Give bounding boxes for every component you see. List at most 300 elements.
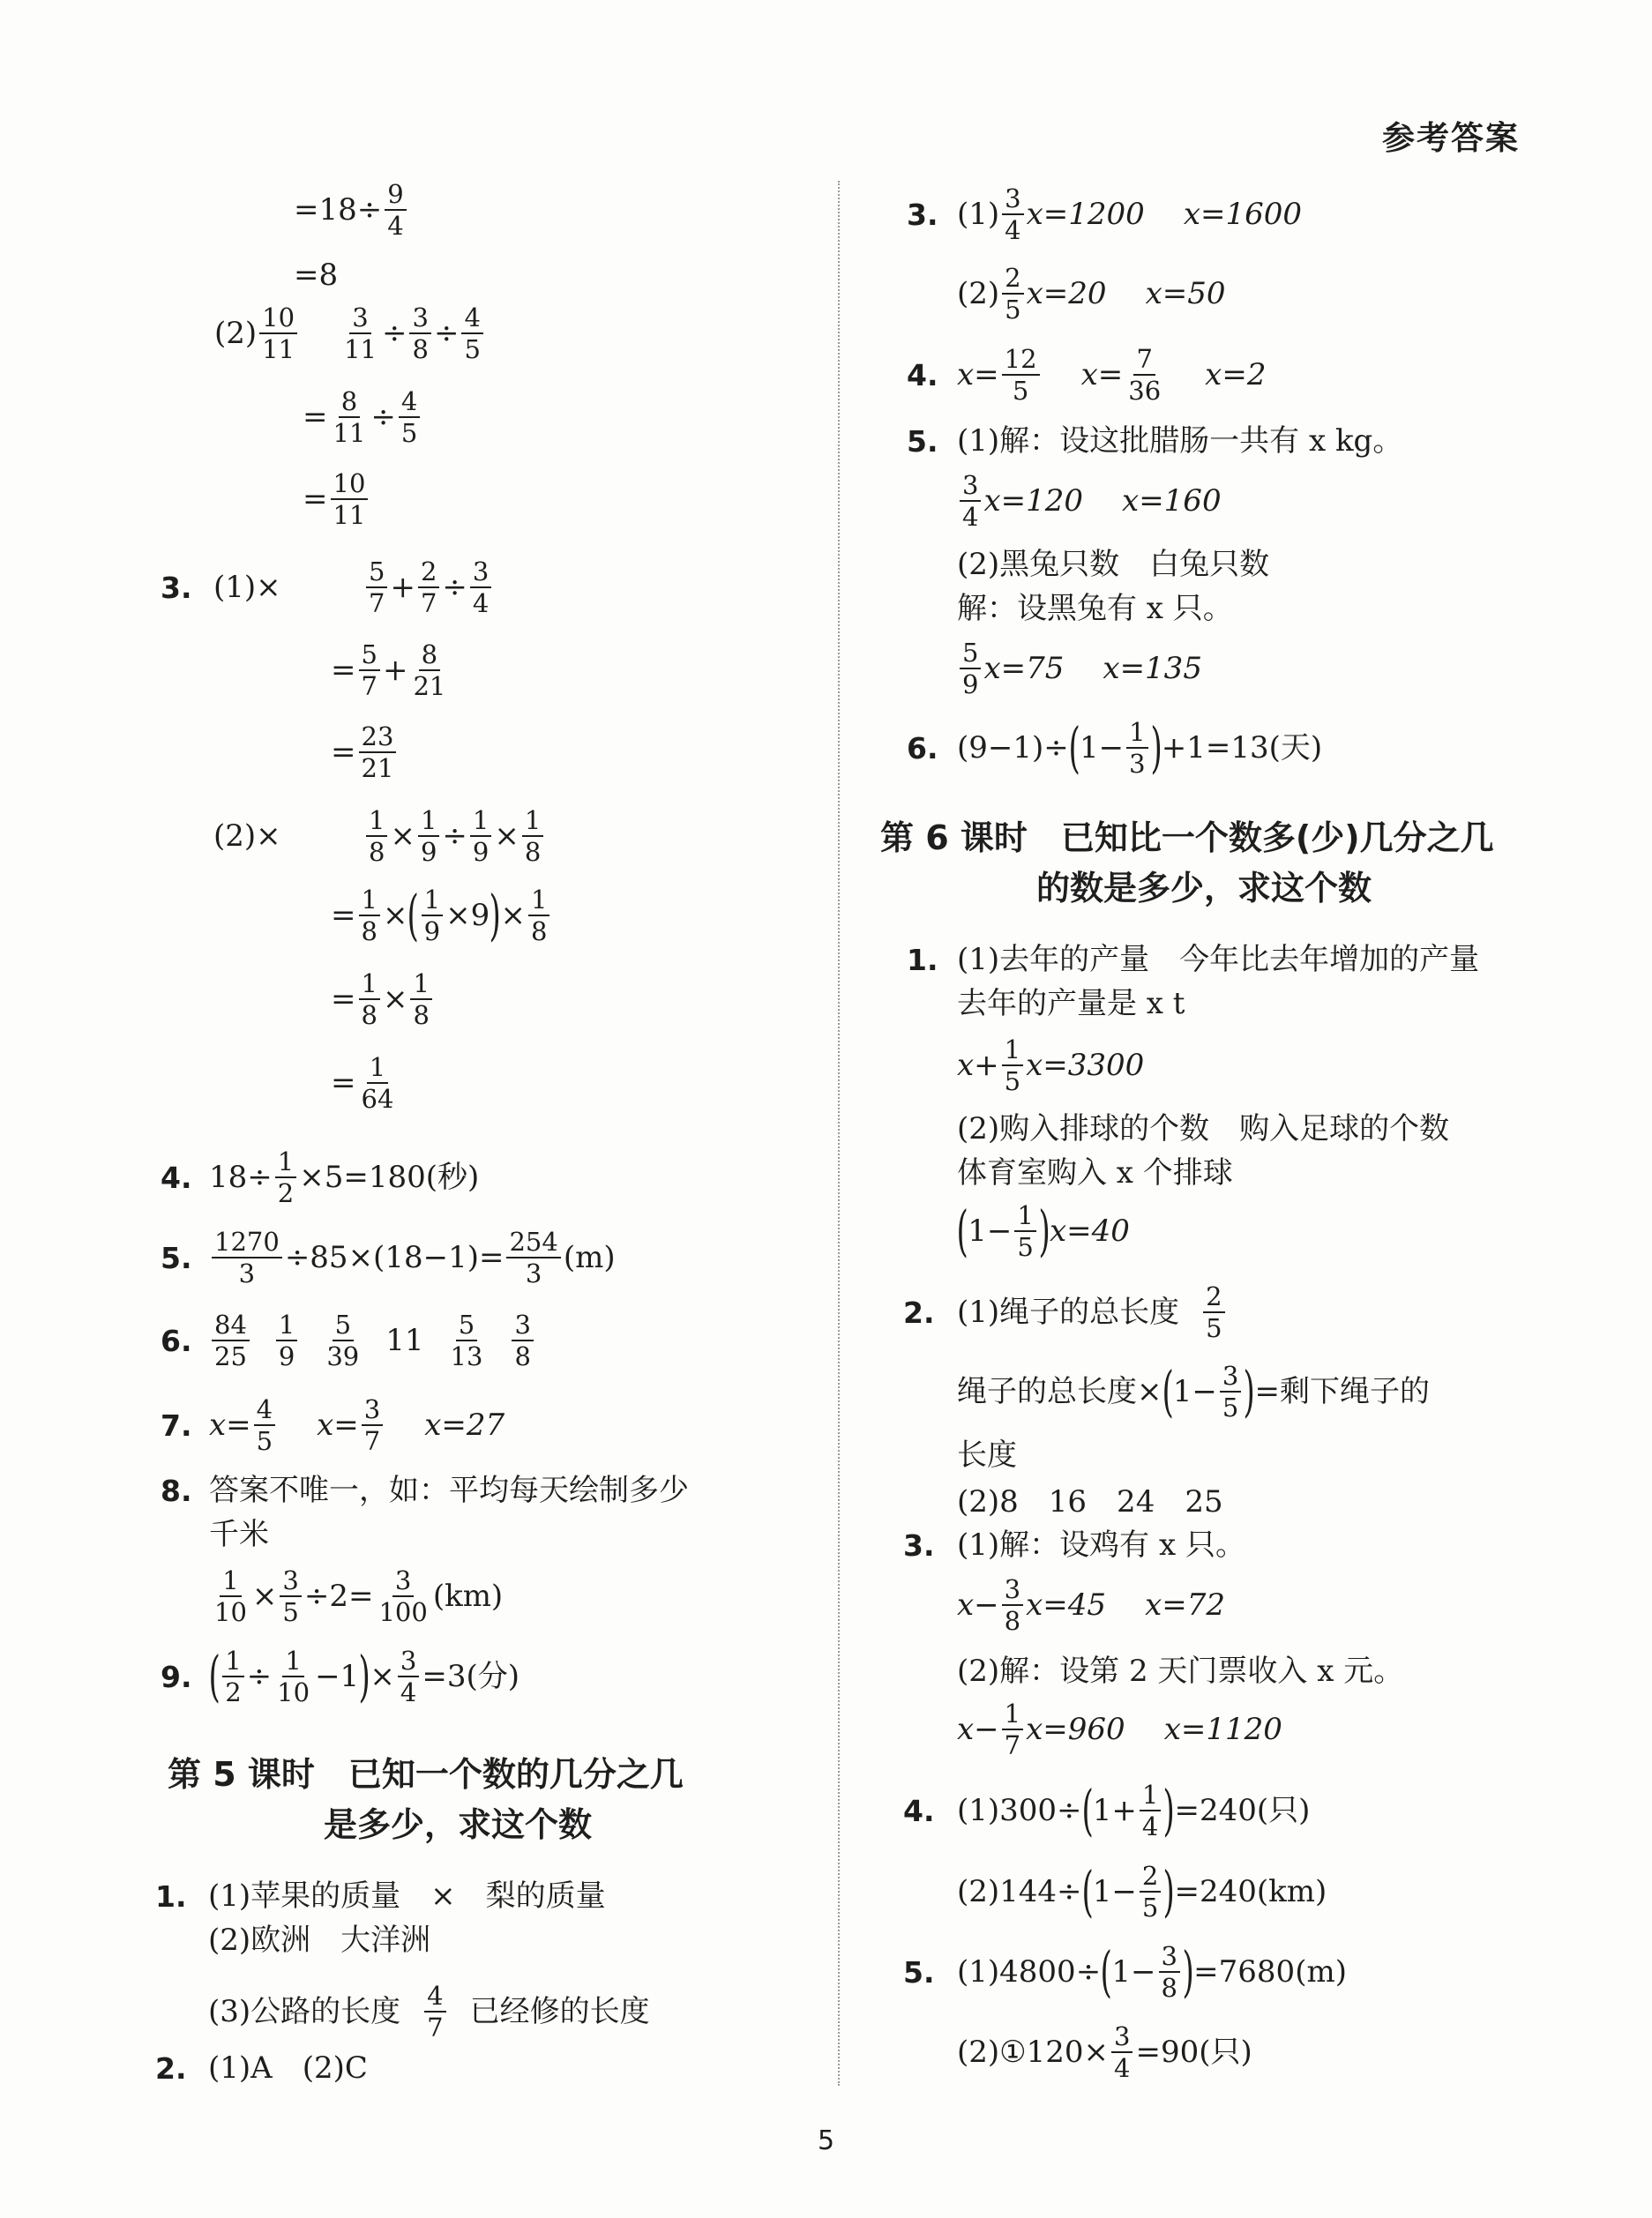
denominator: 5: [256, 1426, 273, 1457]
math-text: x=: [317, 1408, 359, 1444]
numerator: 3: [1159, 1943, 1180, 1973]
math-text: ×: [382, 898, 408, 934]
numerator: 1: [1140, 1781, 1161, 1811]
denominator: 3: [238, 1258, 256, 1289]
question-number: 7.: [161, 1408, 192, 1443]
fraction: [398, 1647, 419, 1706]
fraction: [341, 304, 379, 363]
denominator: 7: [363, 1426, 381, 1457]
math-text: =8: [294, 258, 339, 293]
denominator: 36: [1128, 376, 1162, 407]
math-text: =7680(m): [1193, 1954, 1347, 1990]
math-text: (2)购入排球的个数 购入足球的个数: [957, 1111, 1450, 1146]
math-text: =90(只): [1135, 2035, 1252, 2071]
numerator: 3: [1111, 2023, 1132, 2053]
denominator: 9: [278, 1341, 295, 1372]
numerator: 1: [422, 886, 443, 916]
math-text: (3)公路的长度: [208, 1994, 401, 2030]
denominator: 64: [361, 1084, 394, 1115]
line: [957, 1576, 1225, 1635]
fraction: [254, 1396, 275, 1455]
math-text: (1)去年的产量 今年比去年增加的产量: [957, 942, 1480, 977]
denominator: 11: [344, 334, 377, 365]
denominator: 5: [464, 334, 481, 365]
math-text: (1)A (2)C: [208, 2050, 368, 2086]
fraction: [448, 1311, 486, 1370]
math-text: ×5=180(秒): [299, 1160, 480, 1196]
math-text: 已经修的长度: [469, 1994, 650, 2030]
math-text: (1)苹果的质量 × 梨的质量: [208, 1878, 606, 1914]
numerator: 1: [1002, 1036, 1023, 1066]
numerator: 1: [220, 1567, 241, 1597]
math-text: =: [303, 482, 328, 518]
math-text: ÷: [246, 1659, 273, 1695]
line: [957, 547, 1269, 583]
denominator: 4: [962, 502, 979, 533]
line: [209, 1567, 503, 1626]
math-text: (2)144÷: [957, 1874, 1082, 1910]
numerator: 3: [470, 558, 491, 588]
math-text: x=160: [1122, 483, 1222, 519]
line: [957, 591, 1233, 627]
math-text: ×: [500, 898, 526, 934]
denominator: 9: [472, 837, 490, 868]
math-text: x=1600: [1183, 197, 1303, 233]
denominator: 8: [530, 916, 548, 947]
line: [957, 986, 1185, 1022]
fraction: [1220, 1363, 1241, 1422]
fraction: [506, 1228, 560, 1288]
fraction: [522, 807, 543, 866]
fraction: [418, 558, 439, 617]
numerator: 1: [1002, 1700, 1023, 1730]
math-text: x+: [957, 1048, 999, 1084]
fraction: [359, 723, 397, 782]
fraction: [331, 388, 369, 447]
section-title-lesson-5: 第 5 课时 已知一个数的几分之几: [168, 1755, 684, 1794]
parenthesis: ): [1162, 1778, 1176, 1843]
denominator: 3: [1129, 749, 1146, 780]
lesson6-question-4: [903, 1778, 1311, 1843]
column-divider: [838, 181, 840, 2086]
numerator: 12: [1002, 346, 1040, 376]
fraction: [1159, 1943, 1180, 2002]
math-text: +: [382, 653, 408, 689]
math-text: x=: [209, 1408, 251, 1444]
parenthesis: ): [1038, 1199, 1050, 1264]
math-text: (1): [957, 197, 1000, 233]
lesson6-question-1: [907, 942, 1479, 978]
denominator: 11: [333, 500, 366, 531]
fraction: [960, 472, 981, 531]
math-text: =: [303, 400, 328, 436]
parenthesis: (: [407, 883, 420, 948]
numerator: 3: [349, 304, 370, 334]
numerator: 1: [1126, 719, 1147, 749]
question-number: 3.: [907, 197, 938, 232]
denominator: 4: [387, 211, 404, 242]
line: [957, 2023, 1252, 2082]
lesson5-question-2: [155, 2050, 368, 2087]
parenthesis: (: [208, 1644, 221, 1709]
numerator: 84: [212, 1311, 250, 1341]
math-text: +: [390, 570, 415, 606]
denominator: 4: [472, 588, 490, 619]
fraction: [359, 641, 380, 700]
denominator: 21: [413, 671, 446, 702]
parenthesis: (: [1068, 715, 1080, 780]
math-text: (1)解：设这批腊肠一共有 x kg。: [957, 423, 1403, 459]
math-text: 18÷: [209, 1160, 273, 1196]
numerator: 1: [359, 970, 380, 1000]
math-text: (2): [214, 316, 258, 352]
math-text: ÷: [381, 316, 407, 352]
numerator: 1: [366, 807, 387, 837]
fraction: [212, 1228, 282, 1288]
fraction: [1126, 719, 1147, 778]
numerator: 1: [1014, 1202, 1035, 1232]
line: [331, 641, 451, 700]
section-title-lesson-6: 第 6 课时 已知比一个数多(少)几分之几: [880, 818, 1494, 857]
fraction: [410, 970, 431, 1029]
question-number: 9.: [161, 1659, 192, 1694]
denominator: 5: [400, 418, 418, 449]
parenthesis: ): [358, 1644, 370, 1709]
fraction: [366, 807, 387, 866]
math-text: =3(分): [422, 1659, 520, 1695]
math-text: (1)4800÷: [957, 1954, 1102, 1990]
math-text: ÷: [370, 400, 396, 436]
numerator: 1270: [212, 1228, 282, 1258]
fraction: [1002, 1036, 1023, 1095]
math-text: ×: [370, 1659, 395, 1695]
line: [331, 723, 399, 782]
line: [214, 304, 486, 363]
denominator: 7: [369, 588, 385, 619]
question-number: 6.: [907, 730, 938, 765]
question-4: [161, 1148, 479, 1207]
fraction: [280, 1567, 301, 1626]
numerator: 1: [222, 1647, 243, 1677]
parenthesis: ): [1150, 715, 1162, 780]
question-8: [161, 1473, 689, 1509]
line: [957, 1111, 1449, 1147]
math-text: (2)×: [213, 818, 281, 855]
math-text: ÷2=: [303, 1579, 374, 1615]
math-text: 体育室购入 x 个排球: [957, 1155, 1233, 1191]
denominator: 7: [420, 588, 437, 619]
fraction: [528, 886, 549, 945]
math-text: ×9: [445, 898, 490, 934]
question-6: [161, 1311, 536, 1370]
fraction: [1125, 346, 1163, 405]
fraction: [1014, 1202, 1035, 1261]
fraction: [276, 1311, 297, 1370]
numerator: 9: [385, 181, 406, 211]
math-text: x=: [1080, 357, 1124, 393]
fraction: [275, 1148, 296, 1207]
math-text: x=1200: [1026, 197, 1145, 233]
numerator: 10: [331, 470, 369, 500]
question-number: 1.: [155, 1878, 187, 1914]
math-text: ÷: [433, 316, 460, 352]
numerator: 3: [362, 1396, 383, 1426]
math-text: (1)解：设鸡有 x 只。: [957, 1527, 1245, 1563]
fraction: [385, 181, 406, 240]
denominator: 8: [412, 334, 429, 365]
page-number: 5: [817, 2125, 835, 2156]
question-number: 5.: [907, 423, 938, 459]
denominator: 4: [1114, 2053, 1131, 2084]
fraction: [409, 304, 430, 363]
numerator: 7: [1133, 346, 1155, 376]
fraction: [376, 1567, 430, 1626]
denominator: 8: [1004, 1606, 1021, 1637]
denominator: 5: [1004, 1066, 1021, 1097]
page-header: 参考答案: [1382, 119, 1520, 157]
fraction: [512, 1311, 533, 1370]
question-7: [161, 1396, 505, 1455]
math-text: x=135: [1103, 651, 1202, 687]
math-text: x=50: [1145, 276, 1226, 312]
question-4: [907, 346, 1266, 405]
line: [331, 1054, 399, 1113]
fraction: [1140, 1781, 1161, 1841]
line: [331, 883, 552, 948]
math-text: (1)绳子的总长度: [957, 1295, 1180, 1331]
math-text: −1: [315, 1659, 360, 1695]
math-text: (2)8 16 24 25: [957, 1484, 1223, 1520]
math-text: ×: [382, 982, 408, 1018]
denominator: 8: [1161, 1973, 1177, 2004]
math-text: x=45: [1026, 1587, 1107, 1624]
math-text: 解：设黑兔有 x 只。: [957, 591, 1233, 626]
math-text: 11: [385, 1323, 424, 1359]
math-text: x=75: [983, 651, 1065, 687]
question-number: 5.: [903, 1954, 935, 1990]
math-text: x=120: [983, 483, 1084, 519]
denominator: 5: [1017, 1232, 1034, 1263]
math-text: =: [331, 735, 356, 771]
fraction: [359, 970, 380, 1029]
denominator: 25: [214, 1341, 247, 1372]
fraction: [212, 1567, 250, 1626]
line: [209, 1517, 269, 1553]
lesson5-question-1: [155, 1878, 606, 1915]
numerator: 2: [1140, 1863, 1161, 1893]
math-text: x=1120: [1163, 1712, 1282, 1748]
math-text: (2)黑兔只数 白兔只数: [957, 547, 1270, 582]
numerator: 8: [419, 641, 440, 671]
denominator: 3: [525, 1258, 542, 1289]
math-text: (2): [957, 276, 1000, 312]
question-number: 6.: [161, 1323, 192, 1358]
parenthesis: ): [1162, 1859, 1176, 1924]
math-text: =: [331, 1065, 356, 1102]
line: [957, 1359, 1430, 1424]
math-text: =18÷: [294, 192, 383, 228]
numerator: 1: [359, 886, 380, 916]
math-text: 1+: [1092, 1793, 1137, 1829]
numerator: 3: [409, 304, 430, 334]
numerator: 3: [960, 472, 981, 502]
numerator: 1: [528, 886, 549, 916]
denominator: 10: [277, 1677, 310, 1708]
math-text: x=72: [1145, 1587, 1225, 1624]
math-text: 长度: [957, 1438, 1017, 1473]
parenthesis: (: [1080, 1859, 1094, 1924]
math-text: ÷85×(18−1)=: [284, 1240, 505, 1276]
math-text: =240(只): [1174, 1793, 1311, 1829]
math-text: =: [331, 898, 356, 934]
numerator: 2: [418, 558, 439, 588]
numerator: 5: [333, 1311, 354, 1341]
math-text: x=960: [1026, 1712, 1125, 1748]
question-number: 2.: [903, 1295, 935, 1330]
math-text: x=: [957, 357, 999, 393]
lesson6-question-2: [903, 1283, 1228, 1342]
numerator: 3: [512, 1311, 533, 1341]
math-text: x=40: [1049, 1214, 1130, 1250]
question-number: 4.: [907, 357, 938, 392]
numerator: 1: [275, 1148, 296, 1178]
numerator: 1: [418, 807, 439, 837]
numerator: 23: [359, 723, 397, 753]
math-text: x−: [957, 1587, 999, 1624]
math-text: =: [331, 653, 356, 689]
denominator: 13: [450, 1341, 483, 1372]
fraction: [359, 1054, 397, 1113]
parenthesis: (: [1100, 1939, 1112, 2005]
math-text: ÷: [442, 570, 467, 606]
line: [208, 1983, 650, 2042]
math-text: (m): [563, 1240, 616, 1276]
denominator: 9: [962, 669, 979, 700]
line: [957, 1036, 1144, 1095]
line: [957, 472, 1222, 531]
math-text: x−: [957, 1712, 999, 1748]
math-text: 千米: [209, 1517, 269, 1552]
line: [957, 265, 1226, 324]
math-text: 1−: [1092, 1874, 1137, 1910]
numerator: 4: [254, 1396, 275, 1426]
question-5: [907, 423, 1402, 459]
fraction: [470, 558, 491, 617]
line: [957, 639, 1202, 698]
denominator: 4: [1141, 1811, 1159, 1842]
denominator: 8: [514, 1341, 531, 1372]
math-text: (2)解：设第 2 天门票收入 x 元。: [957, 1654, 1404, 1689]
line: [303, 470, 370, 529]
denominator: 21: [361, 753, 394, 784]
denominator: 11: [262, 334, 295, 365]
question-number: 1.: [907, 942, 938, 977]
parenthesis: (: [1161, 1359, 1174, 1424]
section-title-lesson-6-cont: 的数是多少，求这个数: [1036, 869, 1372, 907]
numerator: 4: [399, 388, 420, 418]
parenthesis: ): [489, 883, 501, 948]
numerator: 1: [367, 1054, 388, 1084]
numerator: 10: [259, 304, 297, 334]
numerator: 3: [392, 1567, 414, 1597]
denominator: 39: [326, 1341, 360, 1372]
question-6: [907, 715, 1323, 780]
fraction: [1002, 1576, 1023, 1635]
fraction: [960, 639, 981, 698]
question-number: 8.: [161, 1473, 192, 1508]
question-number: 5.: [161, 1240, 192, 1275]
numerator: 1: [522, 807, 543, 837]
denominator: 5: [282, 1597, 299, 1628]
fraction: [422, 886, 443, 945]
math-text: (1)300÷: [957, 1793, 1082, 1829]
math-text: (9−1)÷: [957, 730, 1069, 766]
parenthesis: ): [1243, 1359, 1256, 1424]
denominator: 5: [1141, 1893, 1159, 1923]
parenthesis: (: [1080, 1778, 1094, 1843]
numerator: 5: [366, 558, 387, 588]
line: [957, 1700, 1282, 1759]
fraction: [424, 1983, 445, 2042]
math-text: ×: [390, 818, 415, 855]
denominator: 9: [420, 837, 437, 868]
question-number: 4.: [161, 1160, 192, 1195]
fraction: [1140, 1863, 1161, 1922]
math-text: 去年的产量是 x t: [957, 986, 1185, 1021]
fraction: [1111, 2023, 1132, 2082]
math-text: 绳子的总长度×: [957, 1374, 1162, 1410]
fraction: [359, 886, 380, 945]
numerator: 2: [1002, 265, 1023, 295]
fraction: [410, 641, 448, 700]
math-text: (2)欧洲 大洋洲: [208, 1923, 431, 1958]
denominator: 2: [225, 1677, 242, 1708]
fraction: [331, 470, 369, 529]
numerator: 5: [456, 1311, 477, 1341]
math-text: (km): [432, 1579, 504, 1615]
fraction: [1002, 265, 1023, 324]
fraction: [212, 1311, 250, 1370]
numerator: 5: [960, 639, 981, 669]
math-text: 答案不唯一，如：平均每天绘制多少: [209, 1473, 689, 1508]
numerator: 254: [506, 1228, 560, 1258]
math-text: x=2: [1205, 357, 1267, 393]
denominator: 8: [369, 837, 385, 868]
question-3: [907, 185, 1302, 244]
denominator: 5: [1005, 295, 1021, 325]
question-9: [161, 1644, 520, 1709]
fraction: [274, 1647, 312, 1706]
math-text: x=20: [1026, 276, 1107, 312]
fraction: [362, 1396, 383, 1455]
math-text: ×: [251, 1579, 278, 1615]
numerator: 5: [359, 641, 380, 671]
math-text: (2)①120×: [957, 2035, 1110, 2071]
fraction: [399, 388, 420, 447]
numerator: 4: [461, 304, 482, 334]
denominator: 7: [427, 2013, 444, 2043]
denominator: 7: [361, 671, 377, 702]
denominator: 5: [1222, 1393, 1239, 1423]
section-title-lesson-5-cont: 是多少，求这个数: [324, 1805, 593, 1844]
line: [208, 1923, 430, 1959]
denominator: 8: [524, 837, 542, 868]
math-text: x=27: [424, 1408, 505, 1444]
fraction: [1203, 1283, 1224, 1342]
fraction: [1002, 346, 1040, 405]
numerator: 3: [1002, 1576, 1023, 1606]
numerator: 1: [410, 970, 431, 1000]
